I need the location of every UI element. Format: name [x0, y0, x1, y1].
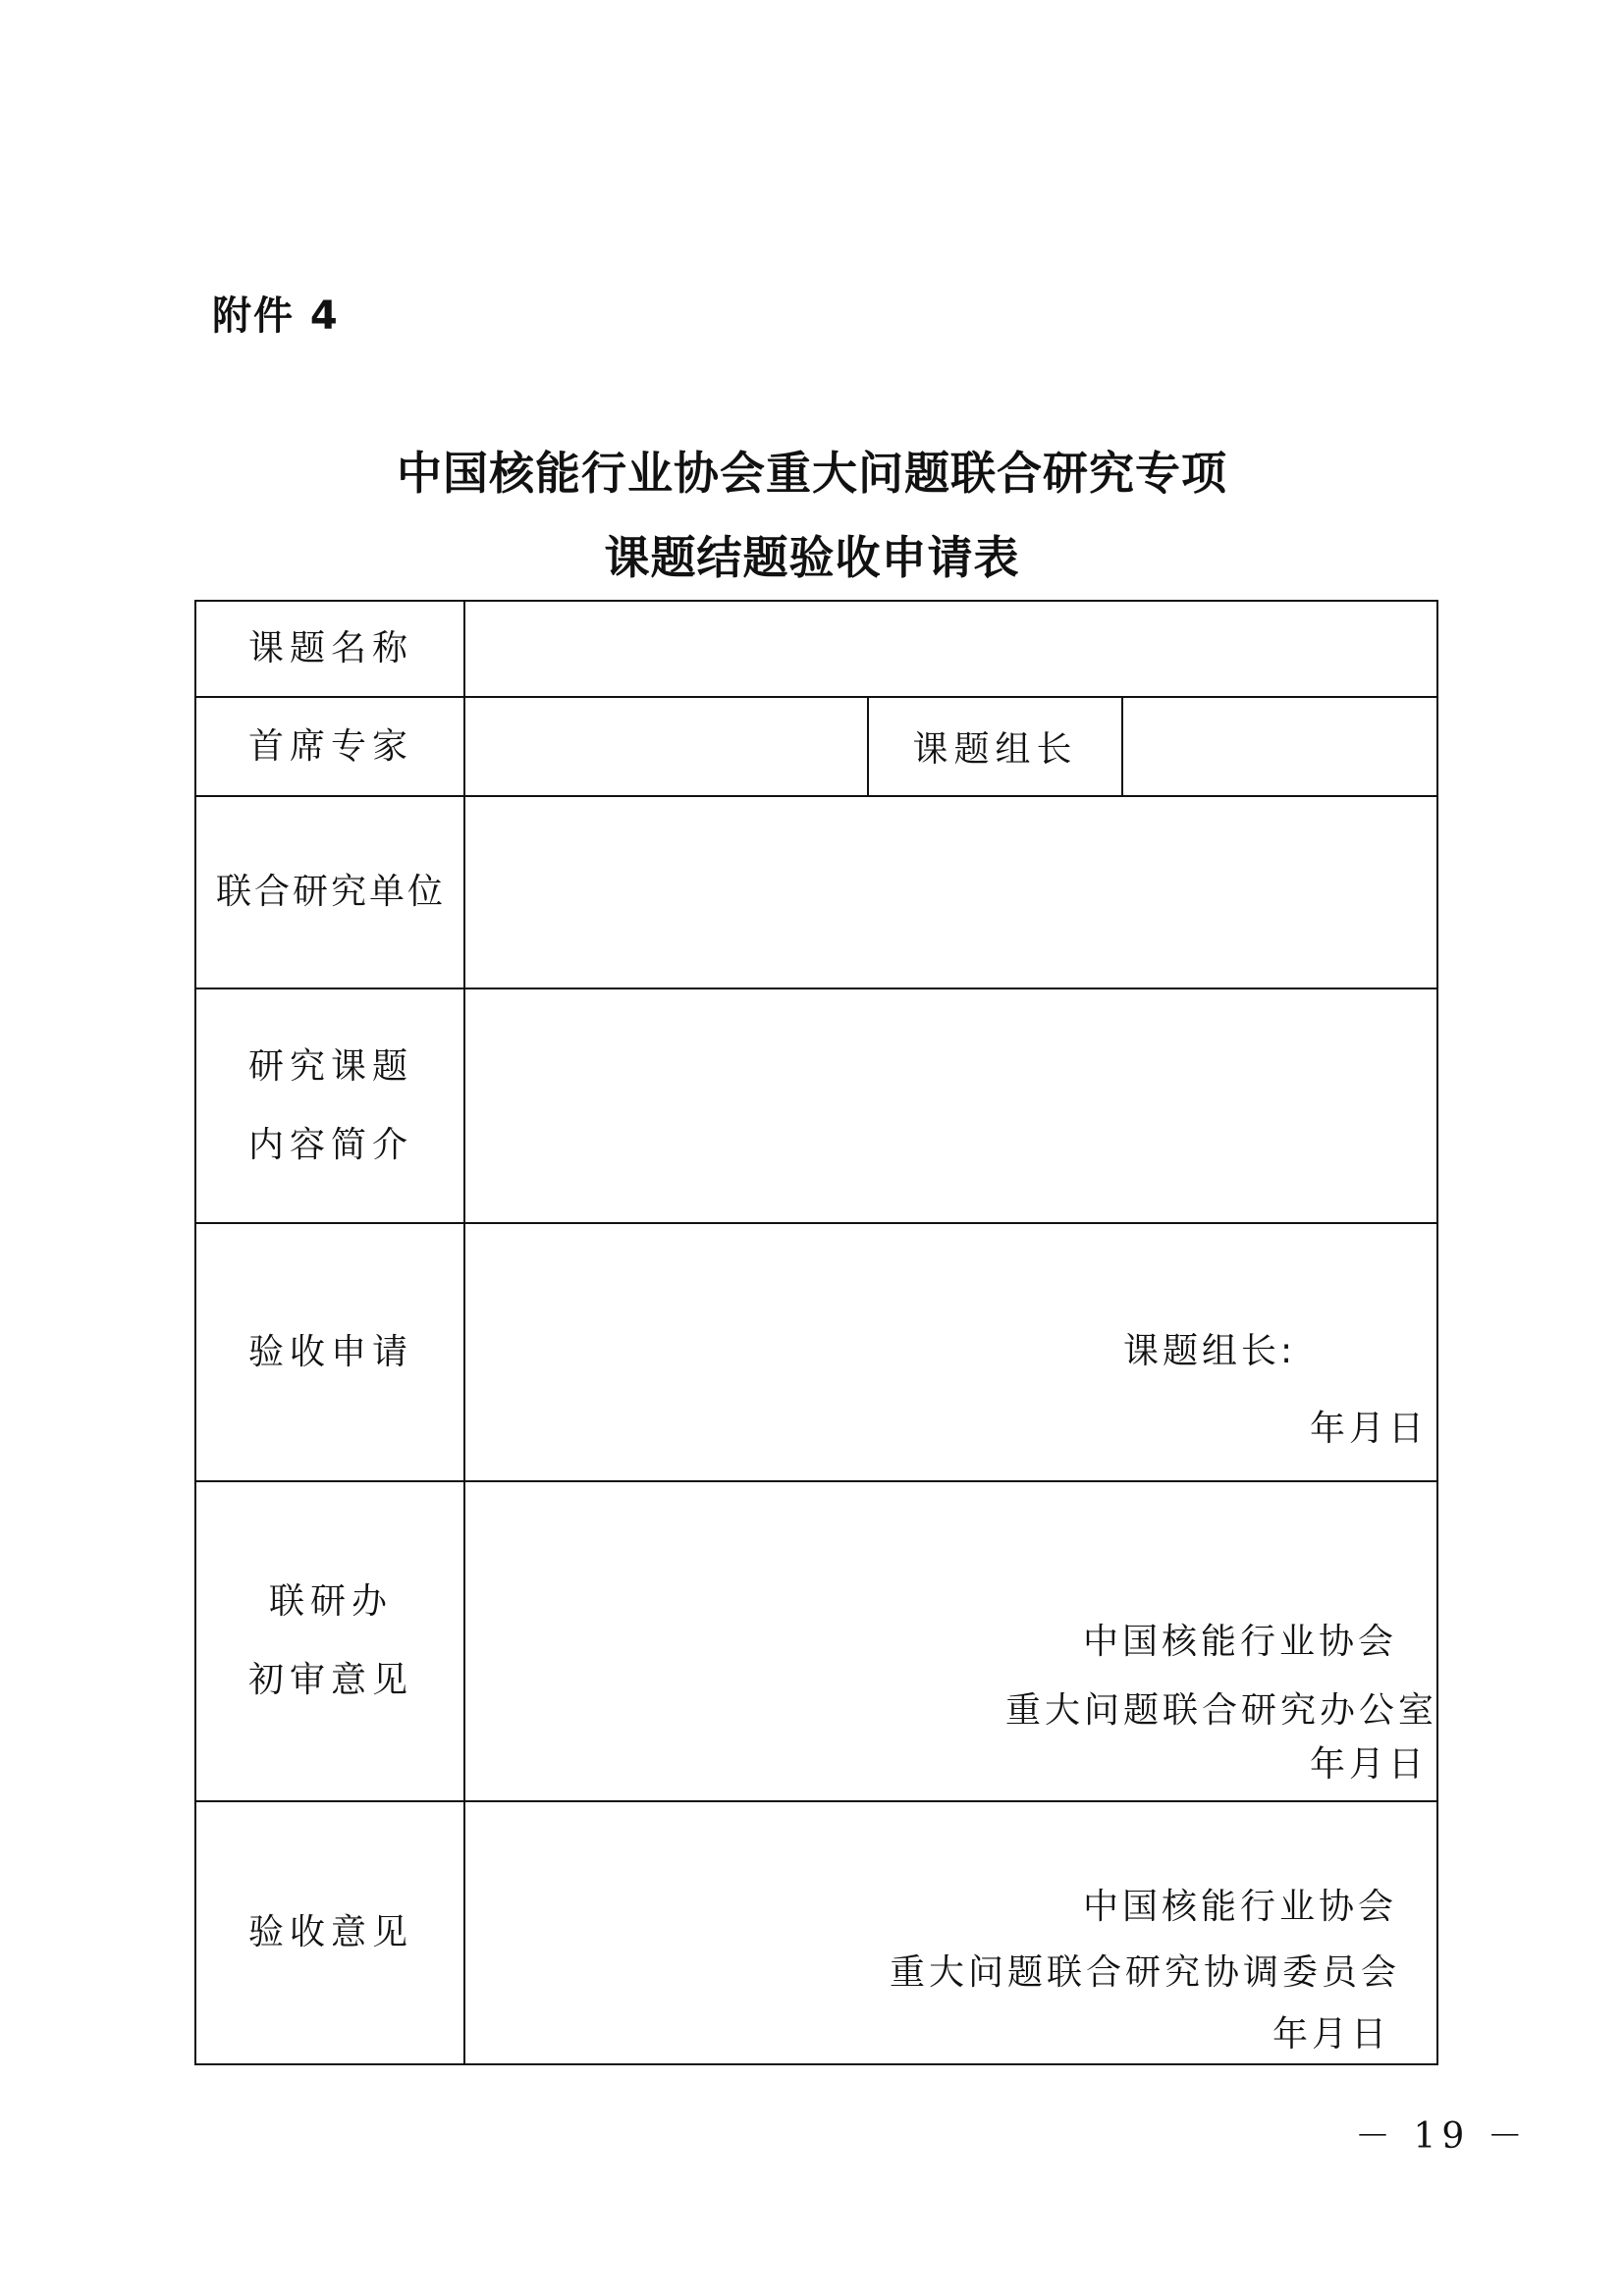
office-review-date: 年月日: [1310, 1744, 1429, 1785]
page-number: － 19 －: [1355, 2116, 1529, 2157]
office-review-org-line1: 中国核能行业协会: [1083, 1622, 1398, 1662]
form-title-line1: 中国核能行业协会重大问题联合研究专项: [397, 447, 1227, 500]
summary-field[interactable]: [465, 989, 1436, 1222]
form-title-line2: 课题结题验收申请表: [604, 531, 1020, 584]
acceptance-request-label-text: 验收申请: [247, 1331, 413, 1372]
acceptance-opinion-org-line2: 重大问题联合研究协调委员会: [890, 1952, 1401, 1993]
topic-name-field[interactable]: [465, 602, 1436, 696]
chief-expert-field[interactable]: [465, 698, 867, 795]
topic-name-label-text: 课题名称: [247, 628, 413, 668]
summary-label-line2: 内容简介: [247, 1124, 413, 1165]
acceptance-opinion-label: [196, 1802, 465, 2063]
acceptance-request-date: 年月日: [1310, 1409, 1429, 1449]
team-leader-field[interactable]: [1123, 698, 1436, 795]
joint-units-label-text: 联合研究单位: [215, 872, 446, 912]
acceptance-request-signer: 课题组长:: [1123, 1331, 1297, 1371]
chief-expert-label-text: 首席专家: [247, 725, 413, 767]
summary-label-line1: 研究课题: [247, 1045, 413, 1087]
acceptance-opinion-date: 年月日: [1272, 2014, 1391, 2055]
acceptance-opinion-label-text: 验收意见: [247, 1912, 413, 1952]
acceptance-opinion-org-line1: 中国核能行业协会: [1083, 1887, 1398, 1927]
office-review-org-line2: 重大问题联合研究办公室: [1005, 1690, 1438, 1731]
chief-expert-label: [196, 698, 465, 795]
topic-name-label: [196, 602, 465, 696]
team-leader-label: 课题组长: [912, 729, 1078, 770]
acceptance-request-label: [196, 1224, 465, 1480]
joint-units-label: [196, 797, 465, 988]
office-review-label: [196, 1482, 465, 1800]
summary-label: [196, 989, 465, 1222]
acceptance-application-form: [194, 600, 1438, 2065]
office-review-label-line1: 联研办: [268, 1581, 393, 1622]
office-review-label-line2: 初审意见: [247, 1660, 413, 1700]
joint-units-field[interactable]: [465, 797, 1436, 988]
attachment-label: 附件 4: [212, 294, 340, 339]
